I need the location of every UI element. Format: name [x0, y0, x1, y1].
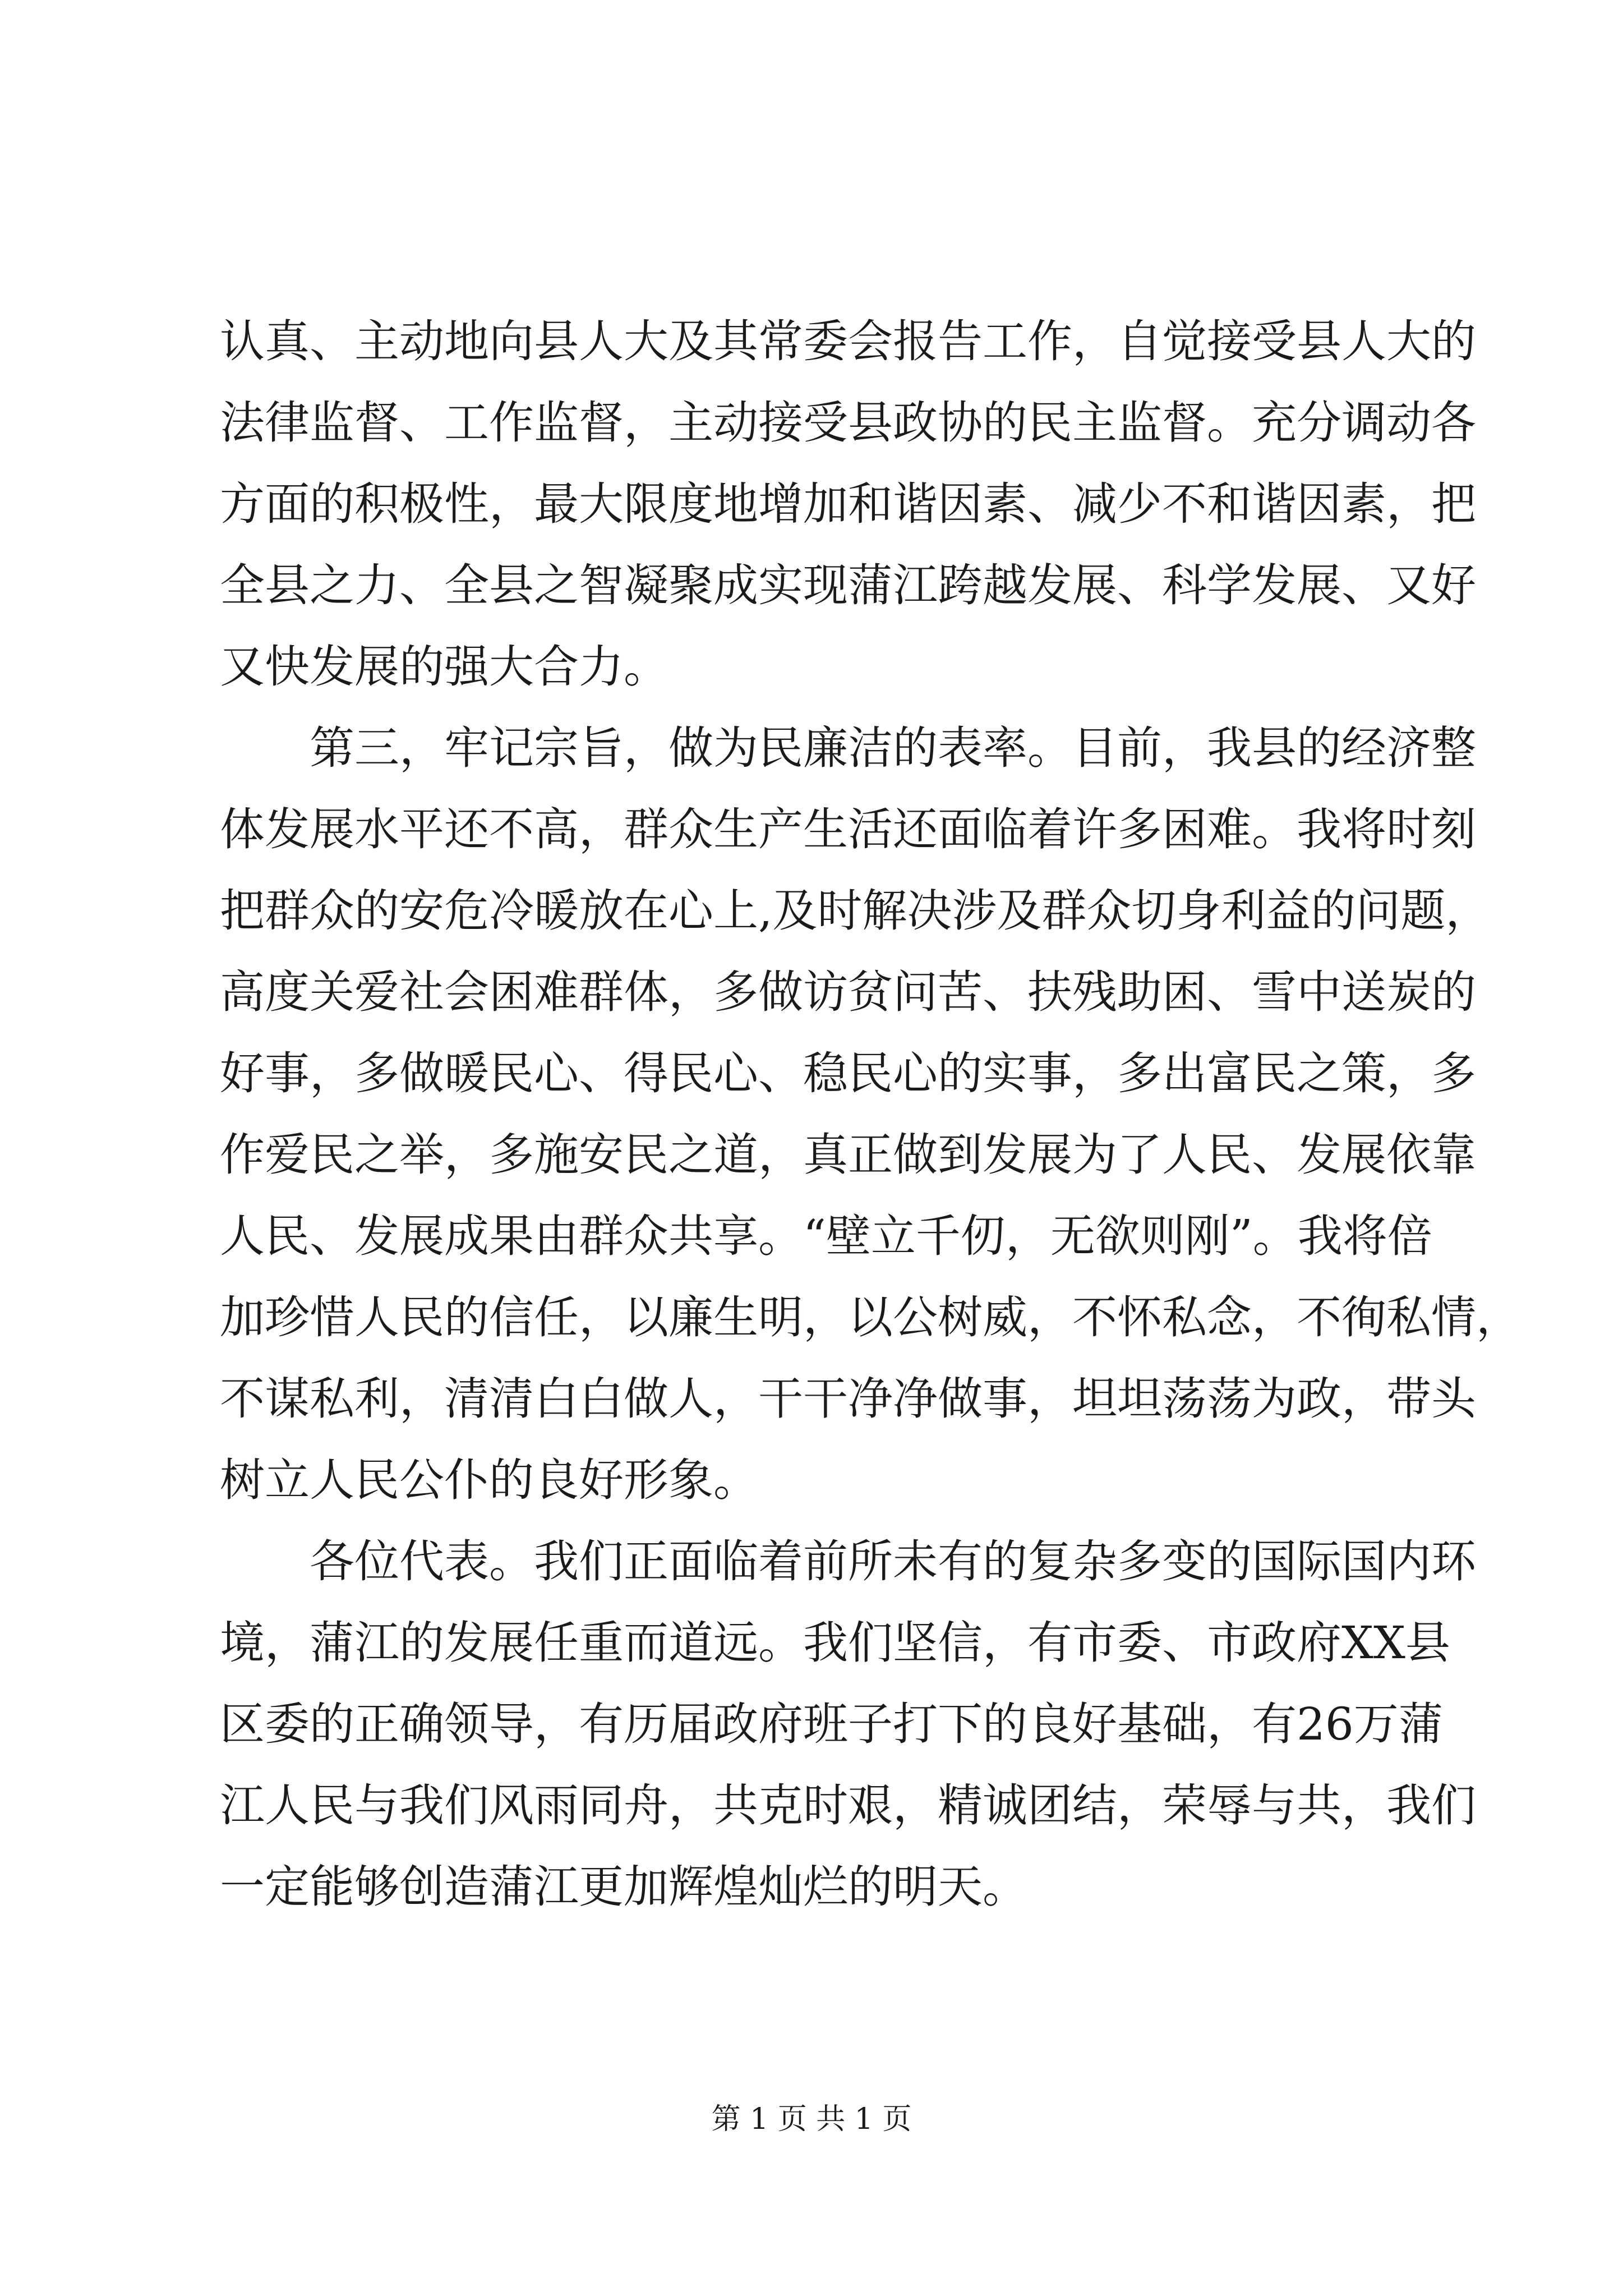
text-line: 法律监督、工作监督，主动接受县政协的民主监督。充分调动各 — [220, 397, 1476, 449]
text-line: 又快发展的强大合力。 — [220, 641, 668, 693]
text-line: 各位代表。我们正面临着前所未有的复杂多变的国际国内环 — [220, 1535, 1476, 1588]
text-line: 第三，牢记宗旨，做为民廉洁的表率。目前，我县的经济整 — [220, 722, 1476, 774]
text-line: 体发展水平还不高，群众生产生活还面临着许多困难。我将时刻 — [220, 803, 1476, 855]
text-line: 树立人民公仆的良好形象。 — [220, 1454, 758, 1506]
text-line: 江人民与我们风雨同舟，共克时艰，精诚团结，荣辱与共，我们 — [220, 1779, 1476, 1832]
text-line: 一定能够创造蒲江更加辉煌灿烂的明天。 — [220, 1861, 1027, 1913]
page-number-footer: 第 1 页 共 1 页 — [711, 2102, 912, 2136]
text-line: 方面的积极性，最大限度地增加和谐因素、减少不和谐因素，把 — [220, 478, 1476, 530]
text-line: 不谋私利，清清白白做人，干干净净做事，坦坦荡荡为政，带头 — [220, 1373, 1476, 1425]
text-line: 境，蒲江的发展任重而道远。我们坚信，有市委、市政府XX县 — [220, 1617, 1450, 1669]
text-line: 作爱民之举，多施安民之道，真正做到发展为了人民、发展依靠 — [220, 1129, 1476, 1181]
text-line: 人民、发展成果由群众共享。“壁立千仞，无欲则刚”。我将倍 — [220, 1210, 1432, 1262]
text-line: 把群众的安危冷暖放在心上,及时解决涉及群众切身利益的问题， — [220, 885, 1491, 937]
document-body — [220, 301, 1521, 1927]
text-line: 认真、主动地向县人大及其常委会报告工作，自觉接受县人大的 — [220, 315, 1476, 367]
text-line: 区委的正确领导，有历届政府班子打下的良好基础，有26万蒲 — [220, 1698, 1444, 1750]
text-line: 好事，多做暖民心、得民心、稳民心的实事，多出富民之策，多 — [220, 1047, 1476, 1099]
text-line: 全县之力、全县之智凝聚成实现蒲江跨越发展、科学发展、又好 — [220, 559, 1476, 611]
text-line: 加珍惜人民的信任，以廉生明，以公树威，不怀私念，不徇私情， — [220, 1291, 1521, 1343]
text-line: 高度关爱社会困难群体，多做访贫问苦、扶残助困、雪中送炭的 — [220, 966, 1476, 1018]
